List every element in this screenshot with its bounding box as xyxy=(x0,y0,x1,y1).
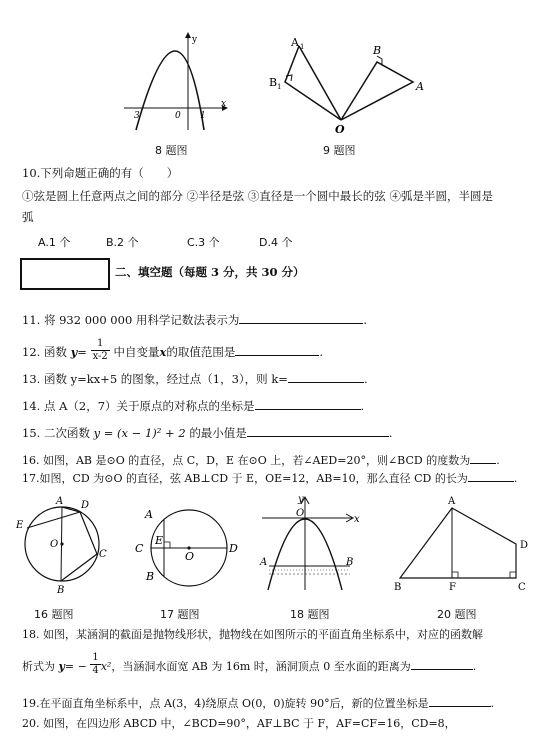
q12-pre: 12. 函数 xyxy=(22,345,67,359)
fig9-b1-sub: 1 xyxy=(277,83,282,91)
q12-y: y xyxy=(70,345,78,359)
fig9-caption: 9 题图 xyxy=(323,144,356,157)
q14-text: 14. 点 A（2，7）关于原点的对称点的坐标是 xyxy=(22,399,255,413)
fig8-y-label: y xyxy=(192,35,198,45)
fig18-caption: 18 题图 xyxy=(290,608,330,621)
fig20-d-label: D xyxy=(520,540,529,551)
fig18-a-label: A xyxy=(260,557,268,568)
fig9-a-label: A xyxy=(416,80,424,93)
q18-line1: 18. 如图，某涵洞的截面是抛物线形状，抛物线在如图所示的平面直角坐标系中，对应的函数解 xyxy=(22,628,483,641)
fig16-e-label: E xyxy=(16,520,24,531)
q12-num: 1 xyxy=(91,338,110,351)
q12: 12. 函数 y= $\frac{1}{x-2}$ 中自变量x的取值范围是 . xyxy=(22,338,323,362)
fig9-a1-label: A xyxy=(291,36,299,49)
figure-9-rotation xyxy=(265,34,435,134)
fig16-a-label: A xyxy=(56,496,64,507)
q17: 17.如图，CD 为⊙O 的直径，弦 AB⊥CD 于 E，OE=12，AB=10，那么直径 CD 的长为 . xyxy=(22,472,518,485)
q14: 14. 点 A（2，7）关于原点的对称点的坐标是 . xyxy=(22,399,365,413)
figure-8-parabola xyxy=(118,32,230,132)
fig8-x-label: x xyxy=(221,99,227,109)
q13: 13. 函数 y=kx+5 的图象，经过点（1，3），则 k= . xyxy=(22,372,368,386)
fig17-a-label: A xyxy=(145,508,153,521)
q18-fraction xyxy=(90,652,100,677)
q12-x: x xyxy=(159,345,167,359)
q14-answer-blank[interactable] xyxy=(255,398,361,410)
figure-17-circle xyxy=(133,494,245,594)
q13-answer-blank[interactable] xyxy=(288,371,364,383)
fig17-caption: 17 题图 xyxy=(160,608,200,621)
q12-fraction xyxy=(91,338,110,363)
fig16-c-label: C xyxy=(99,549,107,560)
q20: 20. 如图，在四边形 ABCD 中，∠BCD=90°，AF⊥BC 于 F，AF=CF=16，CD=8， xyxy=(22,717,456,730)
q12-post2: 的取值范围是 xyxy=(166,345,236,359)
fig17-e-label: E xyxy=(155,534,164,547)
fig16-b-label: B xyxy=(57,585,65,596)
q18-answer-blank[interactable] xyxy=(411,658,473,670)
q11: 11. 将 932 000 000 用科学记数法表示为 . xyxy=(22,313,368,327)
fig16-o-label: O xyxy=(50,539,59,550)
fig20-caption: 20 题图 xyxy=(437,608,477,621)
q17-text: 17.如图，CD 为⊙O 的直径，弦 AB⊥CD 于 E，OE=12，AB=10，那么直径 CD 的长为 xyxy=(22,472,468,485)
q19: 19.在平面直角坐标系中，点 A(3，4)绕原点 O(0，0)旋转 90°后，新的位置坐标是 . xyxy=(22,697,495,710)
q10-option-a: A.1 个 xyxy=(38,236,71,249)
figure-16-circle xyxy=(14,494,114,594)
q12-eq: = xyxy=(77,345,87,359)
q15-answer-blank[interactable] xyxy=(247,425,389,437)
q18-y: y xyxy=(58,660,65,673)
q19-text: 19.在平面直角坐标系中，点 A(3，4)绕原点 O(0，0)旋转 90°后，新的位置坐标是 xyxy=(22,697,429,710)
fig18-x-label: x xyxy=(354,514,360,525)
fig16-caption: 16 题图 xyxy=(34,608,74,621)
score-box xyxy=(20,258,110,290)
fig8-neg-label: 3 xyxy=(134,111,140,121)
q12-den: x-2 xyxy=(92,351,108,362)
q15-post: 的最小值是 xyxy=(189,426,247,440)
q12-answer-blank[interactable] xyxy=(235,344,319,356)
q18-x2: x² xyxy=(100,660,112,673)
fig18-y-label: y xyxy=(298,494,304,505)
q10-stem: 10.下列命题正确的有（ ） xyxy=(22,166,179,180)
q18-num: 1 xyxy=(92,652,99,663)
q12-post: 中自变量 xyxy=(113,345,160,359)
fig9-a1-sub: 1 xyxy=(300,43,305,51)
q19-answer-blank[interactable] xyxy=(429,695,491,707)
q18-pre2: 析式为 xyxy=(22,660,55,673)
q15: 15. 二次函数 y = (x − 1)² + 2 的最小值是 . xyxy=(22,426,393,440)
fig9-o-label: O xyxy=(335,123,345,136)
section-title: 二、填空题（每题 3 分，共 30 分） xyxy=(115,265,305,279)
fig20-a-label: A xyxy=(448,496,456,507)
fig17-c-label: C xyxy=(135,542,144,555)
fig17-o-label: O xyxy=(185,550,195,563)
fig20-c-label: C xyxy=(518,582,526,593)
q11-text: 11. 将 932 000 000 用科学记数法表示为 xyxy=(22,313,240,327)
q18-post2: ，当涵洞水面宽 AB 为 16m 时，涵洞顶点 0 至水面的距离为 xyxy=(111,660,411,673)
fig9-b-label: B xyxy=(373,44,382,57)
q13-text: 13. 函数 y=kx+5 的图象，经过点（1，3），则 k= xyxy=(22,372,288,386)
q16: 16. 如图，AB 是⊙O 的直径，点 C，D，E 在⊙O 上，若∠AED=20°，则∠BCD 的度数为 . xyxy=(22,454,500,467)
q16-text: 16. 如图，AB 是⊙O 的直径，点 C，D，E 在⊙O 上，若∠AED=20°，则∠BCD 的度数为 xyxy=(22,454,471,467)
fig9-b1-label: B xyxy=(269,76,278,89)
q16-answer-blank[interactable] xyxy=(470,452,496,464)
fig20-b-label: B xyxy=(394,582,402,593)
fig18-b-label: B xyxy=(346,557,354,568)
fig20-f-label: F xyxy=(449,582,456,593)
fig8-pos-label: 1 xyxy=(200,111,206,121)
fig8-caption: 8 题图 xyxy=(155,144,188,157)
fig17-b-label: B xyxy=(146,570,155,583)
q10-option-b: B.2 个 xyxy=(106,236,139,249)
q18-den: 4 xyxy=(92,665,99,676)
fig16-d-label: D xyxy=(81,500,90,511)
q11-answer-blank[interactable] xyxy=(239,312,363,324)
q17-answer-blank[interactable] xyxy=(468,470,514,482)
q10-option-d: D.4 个 xyxy=(259,236,293,249)
q15-pre: 15. 二次函数 xyxy=(22,426,90,440)
q15-formula: y = (x − 1)² + 2 xyxy=(93,426,186,440)
figure-18-culvert xyxy=(258,494,368,596)
q10-option-c: C.3 个 xyxy=(187,236,220,249)
q18-eq: = − xyxy=(64,660,87,673)
q10-line2: 弧 xyxy=(22,210,34,224)
fig17-d-label: D xyxy=(229,542,238,555)
figure-20-quadrilateral xyxy=(386,494,536,594)
q10-line1: ①弦是圆上任意两点之间的部分 ②半径是弦 ③直径是一个圆中最长的弦 ④弧是半圆，半圆是 xyxy=(22,189,493,203)
fig8-origin-label: 0 xyxy=(175,111,181,121)
q18-line2: 析式为 y= − $\frac{1}{4}$ x²，当涵洞水面宽 AB 为 16m 时，涵洞顶点 0 至水面的距离为 . xyxy=(22,652,477,676)
fig18-o-label: O xyxy=(296,508,305,519)
